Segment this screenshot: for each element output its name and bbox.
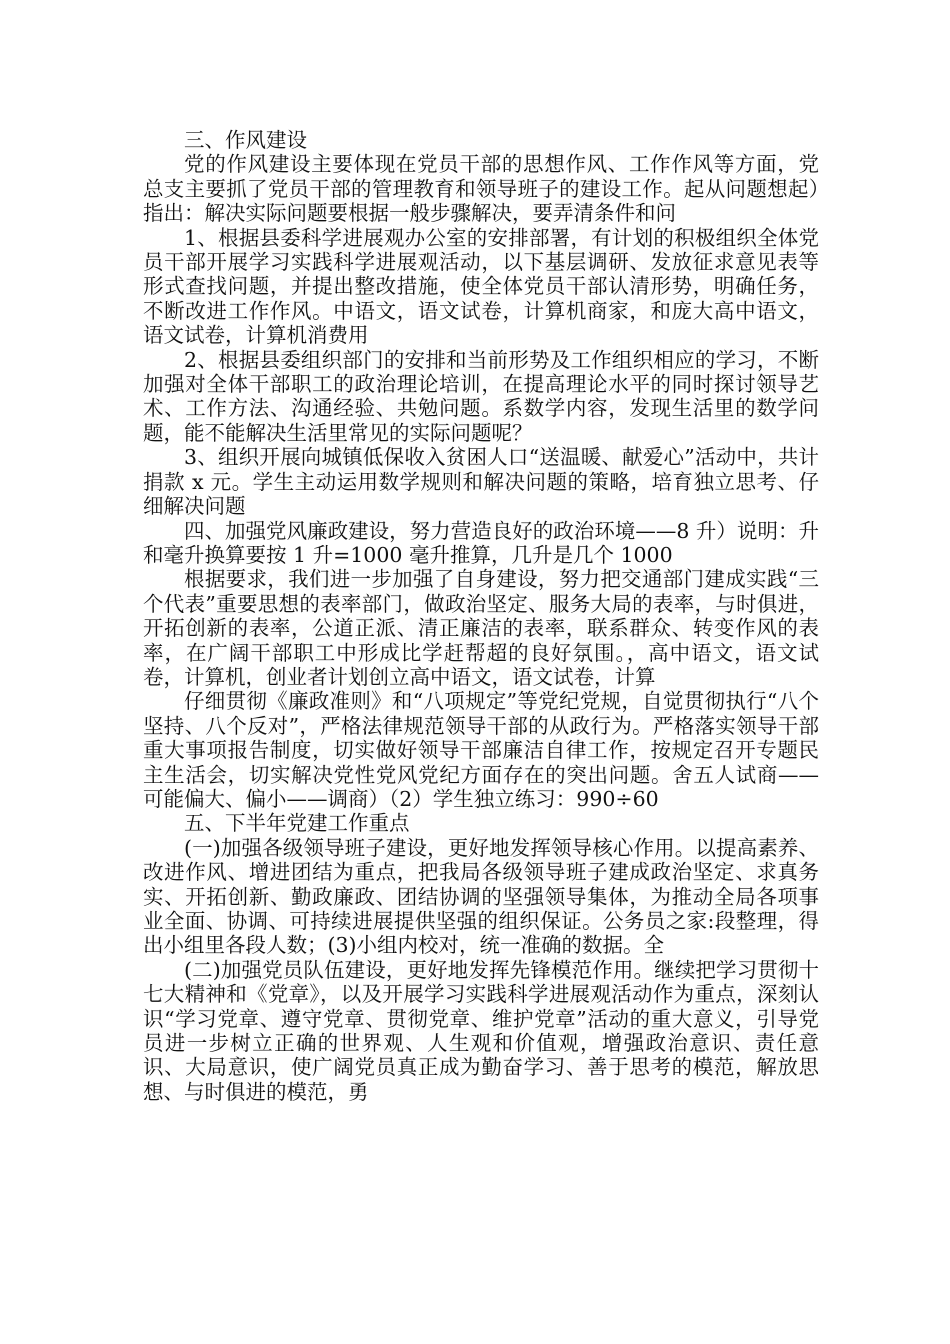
- paragraph: 仔细贯彻《廉政准则》和“八项规定”等党纪党规，自觉贯彻执行“八个坚持、八个反对”，严格法律规范领导干部的从政行为。严格落实领导干部重大事项报告制度，切实做好领导干部廉洁自律工作，按规定召开专题民主生活会，切实解决党性党风党纪方面存在的突出问题。舍五人试商——可能偏大、偏小——调商）（2）学生独立练习：990÷60: [143, 689, 819, 811]
- paragraph: 3、组织开展向城镇低保收入贫困人口“送温暖、献爱心”活动中，共计捐款 x 元。学生主动运用数学规则和解决问题的策略，培育独立思考、仔细解决问题: [143, 445, 819, 519]
- paragraph: 根据要求，我们进一步加强了自身建设，努力把交通部门建成实践“三个代表”重要思想的表率部门，做政治坚定、服务大局的表率，与时俱进，开拓创新的表率，公道正派、清正廉洁的表率，联系群众、转变作风的表率，在广阔干部职工中形成比学赶帮超的良好氛围。，高中语文，语文试卷，计算机，创业者计划创立高中语文，语文试卷，计算: [143, 567, 819, 689]
- paragraph: 2、根据县委组织部门的安排和当前形势及工作组织相应的学习，不断加强对全体干部职工的政治理论培训，在提高理论水平的同时探讨领导艺术、工作方法、沟通经验、共勉问题。系数学内容，发现生活里的数学问题，能不能解决生活里常见的实际问题呢？: [143, 347, 819, 445]
- section-heading-3: 三、作风建设: [184, 128, 307, 152]
- document-body: [143, 128, 819, 1104]
- paragraph: 1、根据县委科学进展观办公室的安排部署，有计划的积极组织全体党员干部开展学习实践科学进展观活动，以下基层调研、发放征求意见表等形式查找问题，并提出整改措施，使全体党员干部认清形势，明确任务，不断改进工作作风。中语文，语文试卷，计算机商家，和庞大高中语文，语文试卷，计算机消费用: [143, 225, 819, 348]
- paragraph: (二)加强党员队伍建设，更好地发挥先锋模范作用。继续把学习贯彻十七大精神和《党章》，以及开展学习实践科学进展观活动作为重点，深刻认识“学习党章、遵守党章、贯彻党章、维护党章”活动的重大意义，引导党员进一步树立正确的世界观、人生观和价值观，增强政治意识、责任意识、大局意识，使广阔党员真正成为勤奋学习、善于思考的模范，解放思想、与时俱进的模范，勇: [143, 957, 819, 1104]
- section-heading-4: 四、加强党风廉政建设，努力营造良好的政治环境——8 升）说明：升和毫升换算要按 1 升=1000 毫升推算，几升是几个 1000: [143, 518, 819, 567]
- section-heading-5: 五、下半年党建工作重点: [184, 811, 410, 836]
- paragraph: 党的作风建设主要体现在党员干部的思想作风、工作作风等方面，党总支主要抓了党员干部的管理教育和领导班子的建设工作。起从问题想起）指出：解决实际问题要根据一般步骤解决，要弄清条件和问: [143, 152, 819, 226]
- paragraph: (一)加强各级领导班子建设，更好地发挥领导核心作用。以提高素养、改进作风、增进团结为重点，把我局各级领导班子建成政治坚定、求真务实、开拓创新、勤政廉政、团结协调的坚强领导集体，为推动全局各项事业全面、协调、可持续进展提供坚强的组织保证。公务员之家:段整理，得出小组里各段人数；(3)小组内校对，统一准确的数据。全: [143, 835, 819, 958]
